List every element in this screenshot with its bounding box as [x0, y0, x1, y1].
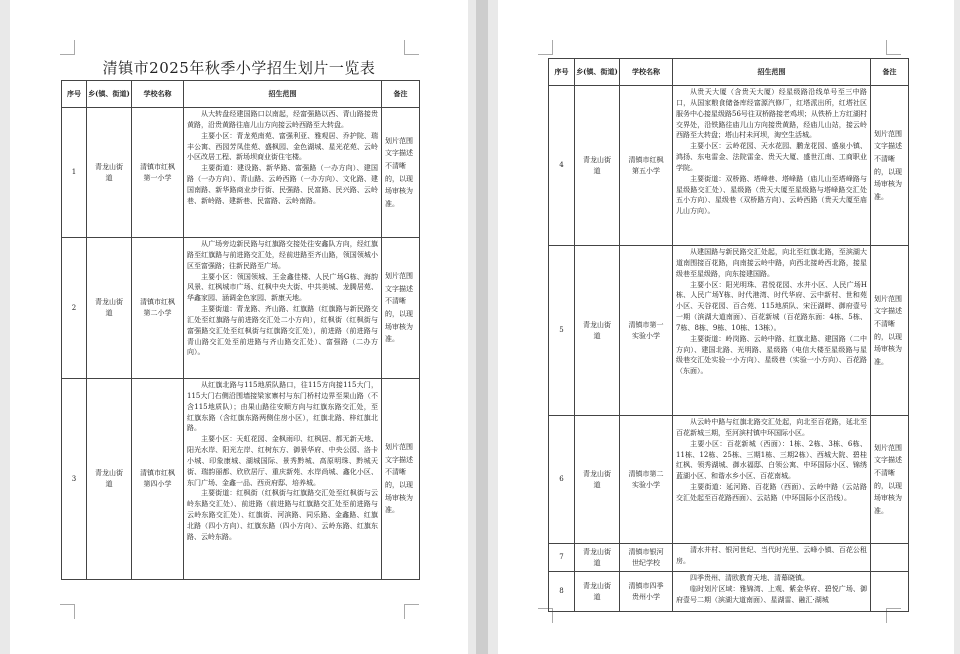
page-title: 清镇市2025年秋季小学招生划片一览表 [102, 59, 376, 77]
scope-paragraph: 从大转盘经建国路口以南起，经富强路以西、青山路接贵黄路，沿贵黄路往庙儿山方向接云岭西路至大转盘。 [187, 110, 378, 129]
page-gap [476, 0, 488, 654]
row-scope [184, 238, 382, 379]
row-note: 划片范围文字描述不清晰的，以现场审核为准。 [871, 246, 909, 416]
row-number: 8 [549, 572, 575, 612]
scope-paragraph: 主要小区：阳光明珠、君悦花园、水井小区、人民广场H栋、人民广场Y栋、时代港湾、时代华府、云中新村、世和苑小区、天谷花园、百合苑、115地质队、宋汪湖畔、御府壹号一期（滨湖大道南面）、百花新城（百花路东面：4栋、5栋、7栋、8栋、9栋、10栋、13栋）。 [676, 280, 867, 332]
row-note: 划片范围文字描述不清晰的，以现场审核为准。 [382, 379, 420, 580]
header-school: 学校名称 [132, 81, 184, 108]
header-no: 序号 [62, 81, 87, 108]
row-scope [673, 246, 871, 416]
scope-paragraph: 从建国路与新民路交汇处起，向北至红旗北路，至滨湖大道南围接百花路，向南接云岭中路，向西北接岭西北路，接星级巷至星级路，向东接建国路。 [676, 248, 867, 278]
row-note: 划片范围文字描述不清晰的，以现场审核为准。 [382, 108, 420, 238]
row-scope [184, 108, 382, 238]
scope-paragraph: 主要街道：青龙路、齐山路、红旗路（红旗路与新民路交汇处至红旗路与前进路交汇处二小方向），红枫街（红枫街与富强路交汇处至红枫街与红旗路交汇处），前进路（前进路与青山路交汇处至前进路与齐山路交汇处）、富强路（二办方向）。 [187, 305, 378, 357]
header-no: 序号 [549, 59, 575, 86]
header-note: 备注 [871, 59, 909, 86]
table-row [549, 246, 909, 416]
row-school: 清镇市红枫第五小学 [620, 86, 673, 246]
scope-paragraph: 主要小区：云岭花园、天水花园、鹏龙花园、盛泉小镇、鸿扬、东电雷金、法院雷金、贵天大厦、盛世江南、工商职业学院。 [676, 142, 867, 172]
scope-paragraph: 四季贵州、清欧教育天地、清幕晓镇。 [690, 574, 809, 582]
crop-mark [886, 40, 901, 55]
row-number: 4 [549, 86, 575, 246]
scope-paragraph: 主要小区：领国领城、王金鑫佳楼、人民广场G栋、海韵风景、红枫城市广场、红枫中央大街、中共美城、龙腾居苑、华鑫家园、涵调金色家园、新康天地。 [187, 272, 378, 303]
header-note: 备注 [382, 81, 420, 108]
row-number: 2 [62, 238, 87, 379]
crop-mark [538, 40, 553, 55]
scope-paragraph: 主要小区：青龙苑南苑、富强利亚、雅观居、乔护院、瑞丰公寓、西园芳凤佳苑、盛枫园、金色湖城、星光花苑、云岭小区改居工程、新场坝商业街住宅楼。 [187, 131, 378, 162]
row-school: 清镇市银河世纪学校 [620, 544, 673, 572]
scope-paragraph: 主要街道：红枫街（红枫街与红旗路交汇处至红枫街与云岭东路交汇处）、前进路（前进路与红旗路交汇处至前进路与云岭东路交汇处）、红旗街、河滨路、同乐路、金鑫路、红旗北路（四小方向）、红旗东路（四小方向）、云岭东路、红旗东路、云岭东路。 [187, 489, 378, 541]
scope-paragraph: 清水井村、银河世纪、当代时光里、云峰小镇、百花公租房。 [676, 546, 867, 565]
row-school: 清镇市红枫第四小学 [132, 379, 184, 580]
row-note: 划片范围文字描述不清晰的，以现场审核为准。 [382, 238, 420, 379]
scope-paragraph: 主要小区：百花新城（西面）：1栋、2栋、3栋、6栋、11栋、12栋、25栋、三期1栋、三期2栋）、西城大院、碧桂红枫、领秀湖城、御水福邸、白领公寓、中环国际小区、锦绣蓝湖小区、和谐水乡小区、百花南城。 [676, 439, 867, 481]
scope-paragraph: 主要街道：岭岗路、云岭中路、红旗北路、建国路（二中方向）、建国北路、光明路、星级路（电信大楼至星级路与星级巷交汇处实验一小方向）、星级巷（实验一小方向）、百花路（东面）。 [676, 334, 867, 376]
row-town: 青龙山街道 [87, 238, 132, 379]
scope-paragraph: 从贵天大厦（含贵天大厦）经星级路沿线单号至三中路口，从国家粮食储备库经富源汽修厂，红塔派出所，红塔社区服务中心接星级路56号往双桥路接老鸡坝；从铁桥上方红湖村交界处，沿铁路往庙儿山方向接贵黄路，经庙儿山站，接云岭西路至大转盘；塔山村未河坝，淘空生活城。 [676, 88, 867, 140]
crop-mark [60, 40, 75, 55]
scope-paragraph: 主要街道：延河路、百花路（西面）、云岭中路（云站路交汇处起至百花路西面）、云站路（中环国际小区沿线）。 [676, 483, 867, 502]
row-school: 清镇市红枫第二小学 [132, 238, 184, 379]
crop-mark [404, 40, 419, 55]
scope-paragraph: 主要小区：天虹花园、金枫雨印、红枫居、都无新天地、阳光水岸、阳光左岸、红树东方、御景华府、中央公园、洛卡小城、印象康城、湖城国际、景秀黔城、高原明珠、黔城天街、瑞韵丽都、欣欣居厅、重庆新苑、水岸尚城、鑫化小区、东门广场、金鑫一品、西贡府邸、培养城。 [187, 435, 378, 487]
header-school: 学校名称 [620, 59, 673, 86]
row-number: 5 [549, 246, 575, 416]
scope-paragraph: 主要街道：建设路、新华路、富强路（一办方向）、建国路（一办方向）、青山路、云岭西路（一办方向）、文化路、建国南路、新华路商业步行街、民强路、民富路、民兴路、云岭巷、新岭路、建新巷、民富路、云岭南路。 [187, 164, 378, 205]
table-row [549, 544, 909, 572]
row-number: 6 [549, 416, 575, 544]
row-note: 划片范围文字描述不清晰的，以现场审核为准。 [871, 86, 909, 246]
scope-paragraph: 从广场旁边新民路与红旗路交接处往安鑫队方向，经红旗路至红旗路与前进路交汇处，经前进路至齐山路，领国领城小区至富强路；往新民路至广场。 [187, 240, 378, 270]
scope-paragraph: 主要街道：双桥路、塔峰巷、塔峰路（庙儿山至塔峰路与星级路交汇处）、星级路（贵天大厦至星级路与塔峰路交汇处五小方向）、星级巷（双桥路方向）、云岭西路（贵天大厦至庙儿山方向）。 [676, 174, 867, 216]
row-scope [673, 544, 871, 572]
table-header-row [62, 81, 420, 108]
document-page-1 [10, 0, 468, 654]
header-scope: 招生范围 [184, 81, 382, 108]
row-town: 青龙山街道 [575, 246, 620, 416]
row-school: 清镇市红枫第一小学 [132, 108, 184, 238]
table-row [549, 572, 909, 612]
header-town: 乡(镇、街道) [87, 81, 132, 108]
enrollment-table-1 [61, 80, 420, 580]
table-row [62, 108, 420, 238]
document-page-2 [498, 0, 954, 654]
row-town: 青龙山街道 [575, 572, 620, 612]
row-town: 青龙山街道 [575, 416, 620, 544]
scope-paragraph: 临时划片区域：雅锦湾、上观、紫金华府、碧悦广场、御府壹号二期（滨湖大道南面）、星湖雷、融汇·湖城 [676, 584, 867, 604]
row-school: 清镇市第二实验小学 [620, 416, 673, 544]
scope-paragraph: 从红旗北路与115地质队路口，往115方向接115大门，115大门右侧沿围墙接梁家寨村与东门桥村边界至果山路（不含115地质队）；由果山路往安顺方向与红旗东路交汇处，至红旗东路（含红旗东路两侧住房小区），红旗北路、梓红旗北路。 [187, 381, 378, 433]
crop-mark [60, 604, 75, 619]
row-town: 青龙山街道 [87, 108, 132, 238]
table-row [549, 86, 909, 246]
header-scope: 招生范围 [673, 59, 871, 86]
table-row [549, 416, 909, 544]
row-note: 划片范围文字描述不清晰的，以现场审核为准。 [871, 416, 909, 544]
row-number: 3 [62, 379, 87, 580]
table-row [62, 379, 420, 580]
row-note [871, 572, 909, 612]
row-note [871, 544, 909, 572]
row-scope [673, 416, 871, 544]
row-number: 1 [62, 108, 87, 238]
row-school: 清镇市四季贵州小学 [620, 572, 673, 612]
scope-paragraph: 从云岭中路与红旗北路交汇处起，向北至百花路，延北至百花新城三期，至河滨村镇中环国际小区。 [676, 418, 867, 437]
table-header-row [549, 59, 909, 86]
row-scope [673, 86, 871, 246]
table-row [62, 238, 420, 379]
row-school: 清镇市第一实验小学 [620, 246, 673, 416]
row-scope [673, 572, 871, 612]
enrollment-table-2 [548, 58, 909, 612]
crop-mark [404, 604, 419, 619]
row-number: 7 [549, 544, 575, 572]
row-town: 青龙山街道 [87, 379, 132, 580]
row-town: 青龙山街道 [575, 544, 620, 572]
header-town: 乡(镇、街道) [575, 59, 620, 86]
row-scope [184, 379, 382, 580]
row-town: 青龙山街道 [575, 86, 620, 246]
